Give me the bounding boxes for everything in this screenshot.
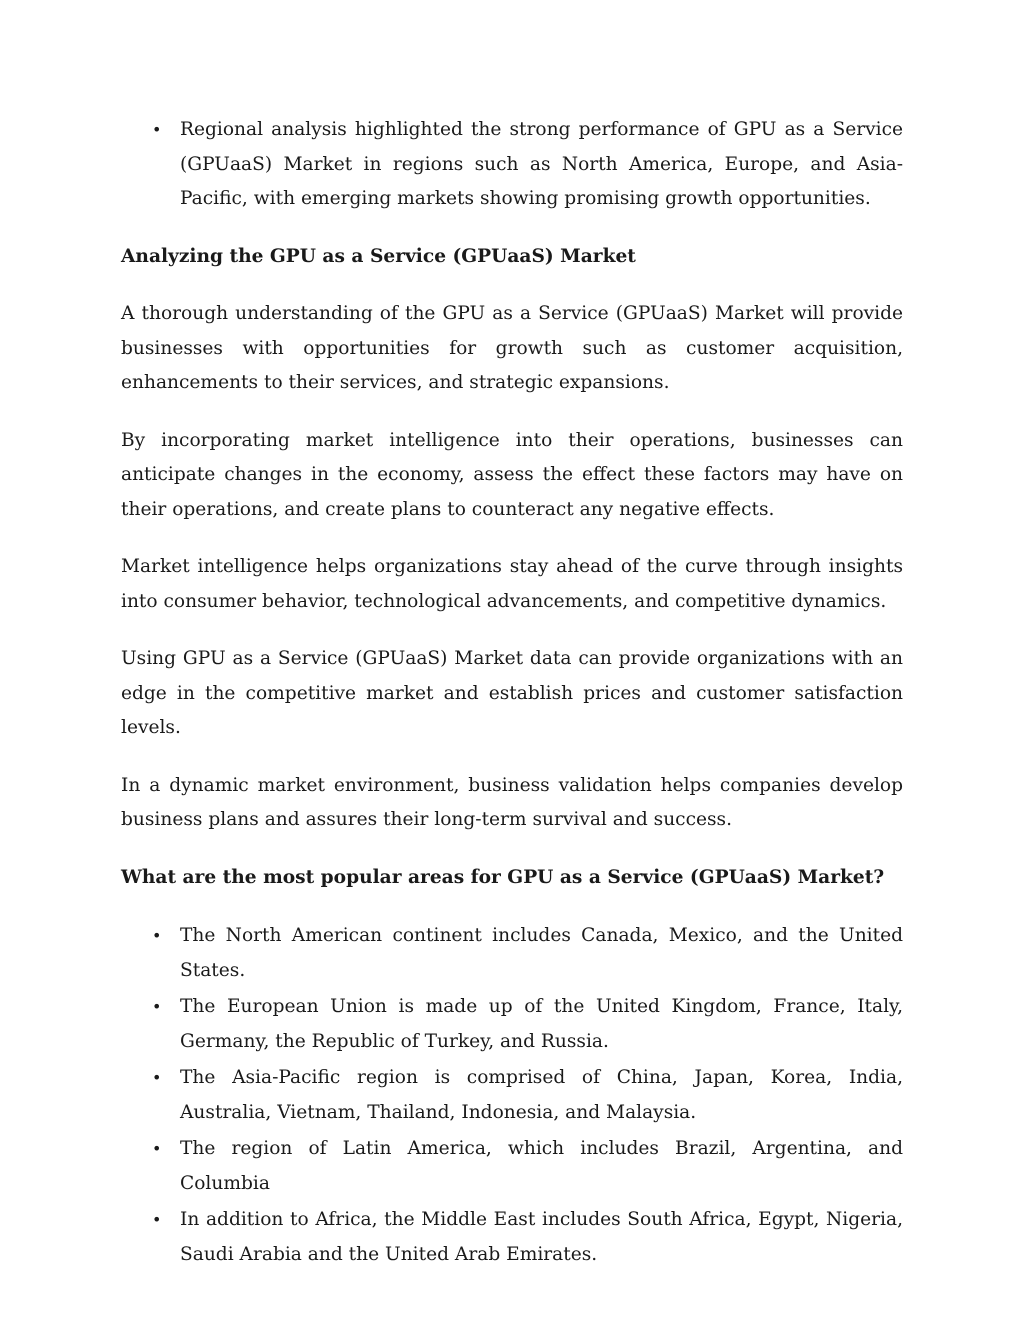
- list-item: [121, 1203, 903, 1272]
- paragraph: In a dynamic market environment, business validation helps companies develop business plans and assures their long-term survival and success.: [121, 774, 903, 830]
- intro-bullet-list: [121, 113, 903, 217]
- bullet-icon: •: [152, 1139, 162, 1158]
- list-item: [121, 1132, 903, 1201]
- list-item-text: The region of Latin America, which includes Brazil, Argentina, and Columbia: [180, 1138, 903, 1194]
- document-page: [121, 113, 903, 1272]
- paragraph: A thorough understanding of the GPU as a Service (GPUaaS) Market will provide businesses with opportunities for growth such as customer acquisition, enhancements to their services, and strategic expansions.: [121, 303, 903, 393]
- bullet-icon: •: [152, 1210, 162, 1229]
- list-item: [121, 1061, 903, 1130]
- section-heading: Analyzing the GPU as a Service (GPUaaS) Market: [121, 245, 636, 267]
- list-item: [121, 919, 903, 988]
- list-item-text: The European Union is made up of the United Kingdom, France, Italy, Germany, the Republic of Turkey, and Russia.: [180, 996, 903, 1052]
- list-item-text: The Asia-Pacific region is comprised of China, Japan, Korea, India, Australia, Vietnam, Thailand, Indonesia, and Malaysia.: [180, 1067, 903, 1123]
- list-item-text: The North American continent includes Canada, Mexico, and the United States.: [180, 925, 903, 981]
- bullet-icon: •: [152, 1068, 162, 1087]
- paragraph: By incorporating market intelligence into their operations, businesses can anticipate changes in the economy, assess the effect these factors may have on their operations, and create plans to counteract any negative effects.: [121, 429, 903, 520]
- list-item-text: Regional analysis highlighted the strong performance of GPU as a Service (GPUaaS) Market in regions such as North America, Europe, and Asia-Pacific, with emerging markets showing promising growth opportunities.: [180, 119, 903, 209]
- list-item: [121, 990, 903, 1059]
- section-heading: What are the most popular areas for GPU as a Service (GPUaaS) Market?: [121, 866, 885, 888]
- regions-bullet-list: [121, 919, 903, 1272]
- paragraph: Using GPU as a Service (GPUaaS) Market data can provide organizations with an edge in the competitive market and establish prices and customer satisfaction levels.: [121, 648, 903, 738]
- paragraph: Market intelligence helps organizations stay ahead of the curve through insights into consumer behavior, technological advancements, and competitive dynamics.: [121, 556, 903, 612]
- bullet-icon: •: [152, 120, 162, 139]
- list-item-text: In addition to Africa, the Middle East includes South Africa, Egypt, Nigeria, Saudi Arabia and the United Arab Emirates.: [180, 1209, 903, 1265]
- bullet-icon: •: [152, 926, 162, 945]
- bullet-icon: •: [152, 997, 162, 1016]
- list-item: [121, 113, 903, 217]
